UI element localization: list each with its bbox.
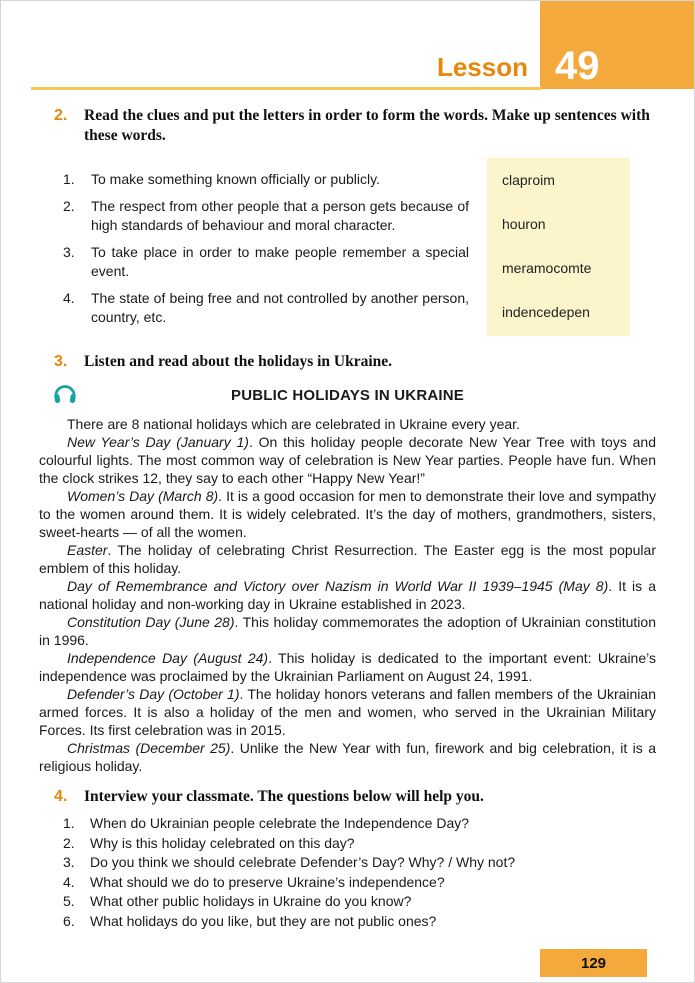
paragraph-text: . The holiday of celebrating Christ Resurrection. The Easter egg is the most popular emblem of this holiday. (39, 542, 656, 576)
clue-number: 1. (63, 171, 75, 187)
reading-header (39, 378, 656, 412)
holiday-name: New Year’s Day (January 1) (67, 434, 249, 450)
paragraph (39, 415, 656, 433)
question-number: 1. (63, 815, 75, 831)
scrambled-words-box (487, 158, 630, 336)
paragraph (39, 541, 656, 577)
clue-item (63, 197, 469, 235)
scrambled-word: claproim (502, 172, 555, 188)
clue-text: The state of being free and not controlled by another person, country, etc. (91, 290, 469, 325)
paragraph-text: . On this holiday people decorate New Year Tree with toys and colourful lights. The most common way of celebration is New Year parties. People have fun. When the clock strikes 12, they say to each other “Happy New Year!” (39, 434, 656, 486)
header-rule (31, 87, 542, 90)
holiday-name: Christmas (December 25) (67, 740, 231, 756)
paragraph-text: . This holiday commemorates the adoption of Ukrainian constitution in 1996. (39, 614, 656, 648)
exercise-4-number: 4. (54, 788, 68, 805)
exercise-3-heading (39, 352, 656, 372)
paragraph-text: . The holiday honors veterans and fallen members of the Ukrainian armed forces. It is also a holiday of the men and women, who served in the Ukrainian Military Forces. Its first celebration was in 2015. (39, 686, 656, 738)
clue-number: 2. (63, 198, 75, 214)
paragraph (39, 613, 656, 649)
page-content (39, 106, 656, 931)
exercise-4 (39, 787, 656, 931)
question-item (63, 814, 656, 834)
question-item (63, 873, 656, 893)
holiday-name: Defender’s Day (October 1) (67, 686, 240, 702)
clue-text: To make something known officially or publicly. (91, 171, 380, 187)
reading-title: PUBLIC HOLIDAYS IN UKRAINE (231, 387, 464, 404)
paragraph (39, 433, 656, 487)
holiday-name: Independence Day (August 24) (67, 650, 269, 666)
exercise-2-instruction: Read the clues and put the letters in order to form the words. Make up sentences with these words. (84, 107, 650, 144)
page-number: 129 (580, 954, 607, 972)
holiday-name: Easter (67, 542, 108, 558)
holiday-name: Women’s Day (March 8) (67, 488, 219, 504)
clue-item (63, 170, 469, 189)
clue-text: To take place in order to make people remember a special event. (91, 244, 469, 279)
clue-number: 3. (63, 244, 75, 260)
clue-list (39, 158, 487, 336)
exercise-3-number: 3. (54, 353, 68, 370)
exercise-2-heading (39, 106, 656, 146)
question-item (63, 912, 656, 932)
question-text: Do you think we should celebrate Defender’s Day? Why? / Why not? (90, 854, 516, 870)
paragraph (39, 739, 656, 775)
question-text: What should we do to preserve Ukraine’s independence? (90, 873, 445, 890)
question-number: 6. (63, 912, 75, 929)
paragraph-text: . Unlike the New Year with fun, firework and big celebration, it is a religious holiday. (39, 740, 656, 774)
clue-number: 4. (63, 290, 75, 306)
reading-text (39, 415, 656, 775)
question-number: 4. (63, 873, 75, 890)
holiday-name: Day of Remembrance and Victory over Nazism in World War II 1939–1945 (May 8) (67, 578, 609, 594)
lesson-number-badge (540, 1, 694, 89)
clues-and-wordbox (39, 158, 656, 336)
question-text: Why is this holiday celebrated on this day? (90, 834, 355, 851)
scrambled-word: houron (502, 216, 546, 232)
paragraph-text: There are 8 national holidays which are celebrated in Ukraine every year. (67, 416, 520, 432)
question-text: What holidays do you like, but they are not public ones? (90, 912, 437, 929)
exercise-3 (39, 352, 656, 775)
holiday-name: Constitution Day (June 28) (67, 614, 235, 630)
clue-item (63, 243, 469, 281)
question-item (63, 892, 656, 912)
paragraph (39, 487, 656, 541)
question-list (39, 814, 656, 931)
paragraph (39, 577, 656, 613)
exercise-2 (39, 106, 656, 336)
exercise-4-heading (39, 787, 656, 807)
page-number-badge (540, 949, 647, 977)
paragraph (39, 649, 656, 685)
question-text: When do Ukrainian people celebrate the Independence Day? (90, 815, 470, 831)
exercise-3-instruction: Listen and read about the holidays in Ukraine. (84, 353, 393, 370)
question-item (63, 853, 656, 873)
question-number: 5. (63, 893, 75, 909)
exercise-2-number: 2. (54, 107, 68, 124)
question-number: 3. (63, 854, 75, 870)
exercise-4-instruction: Interview your classmate. The questions below will help you. (84, 788, 484, 805)
paragraph-text: . It is a national holiday and non-working day in Ukraine established in 2023. (39, 578, 656, 612)
clue-item (63, 289, 469, 327)
question-text: What other public holidays in Ukraine do you know? (90, 893, 412, 909)
clue-text: The respect from other people that a person gets because of high standards of behaviour and moral character. (91, 198, 469, 233)
paragraph-text: . It is a good occasion for men to demonstrate their love and sympathy to the women around them. It is widely celebrated. It’s the day of mothers, grandmothers, sisters, sweet-hearts — of all the women. (39, 488, 656, 540)
question-item (63, 834, 656, 854)
question-number: 2. (63, 834, 75, 851)
scrambled-word: meramocomte (502, 260, 592, 276)
lesson-label: Lesson (436, 52, 528, 82)
lesson-number: 49 (555, 44, 600, 88)
headphones-icon (52, 380, 78, 406)
paragraph (39, 685, 656, 739)
scrambled-word: indencedepen (502, 304, 590, 320)
paragraph-text: . This holiday is dedicated to the important event: Ukraine’s independence was proclaimed by the Ukrainian Parliament on August 24, 1991. (39, 650, 656, 684)
